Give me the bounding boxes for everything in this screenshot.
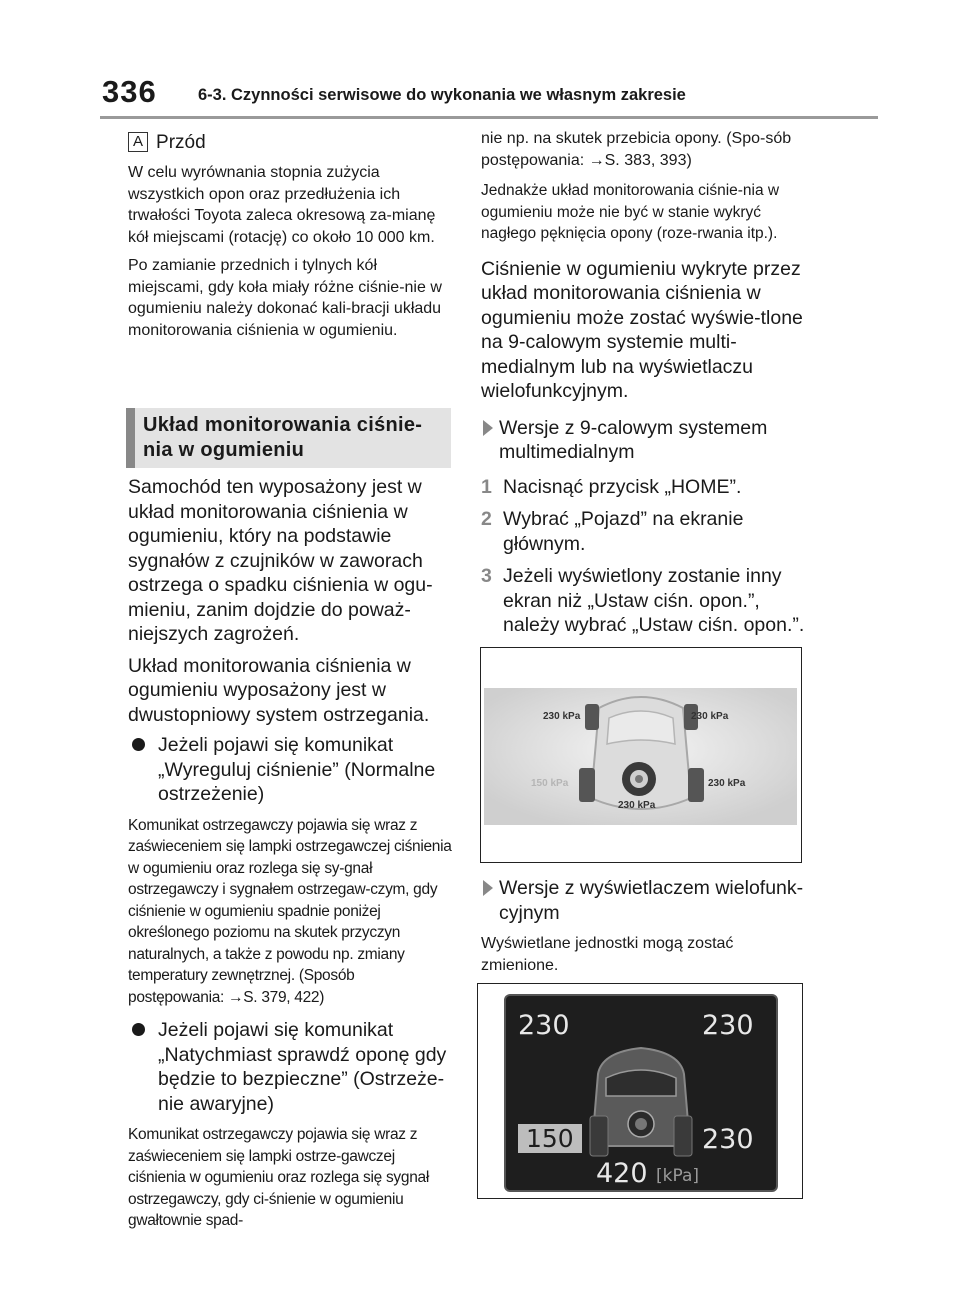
step-1 [481,475,807,500]
step-text: Jeżeli wyświetlony zostanie inny ekran niż „Ustaw ciśn. opon.”, należy wybrać „Ustaw ciśn. opon.”. [503,565,805,636]
heading-text [143,413,422,463]
step-2 [481,507,807,556]
triangle-bullet-icon [483,420,493,436]
triangle-bullet-icon [483,880,493,896]
bullet-dot-icon [132,1023,145,1036]
tpms-intro-paragraph: Samochód ten wyposażony jest w układ monitorowania ciśnienia w ogumieniu, który na podstawie sygnałów z czujników w zaworach ostrzega o spadku ciśnienia w ogu-mieniu, zanim dojdzie do poważ-niejszych zagrożeń. [128,476,433,645]
right-column [481,128,807,638]
left-body [128,475,452,1232]
bullet-dot-icon [132,738,145,751]
units-note: Wyświetlane jednostki mogą zostać zmienione. [481,935,734,974]
variant-mid-display [481,876,807,925]
step-text: Nacisnąć przycisk „HOME”. [503,475,742,498]
bullet-text: Jeżeli pojawi się komunikat „Natychmiast sprawdź oponę gdy będzie to bezpieczne” (Ostrzeże-nie awaryjne) [158,1019,447,1115]
rr-pressure-label: 230 kPa [708,778,746,789]
front-label-row [128,130,453,156]
figure-multimedia-screen [480,647,802,863]
page-number: 336 [102,74,157,109]
step-number: 3 [481,565,492,587]
rl-pressure-label: 150 kPa [531,778,569,789]
spare-pressure-value: 420 [596,1158,648,1189]
two-stage-paragraph: Układ monitorowania ciśnienia w ogumieniu wyposażony jest w dwustopniowy system ostrzegania. [128,654,430,726]
display-paragraph: Ciśnienie w ogumieniu wykryte przez układ monitorowania ciśnienia w ogumieniu może zostać wyświe-tlone na 9-calowym systemie multi-medialnym lub na wyświetlaczu wielofunkcyjnym. [481,257,803,402]
display-panel [504,994,778,1192]
header-rule [100,116,878,119]
figure-multi-info-display [477,983,803,1199]
section-title: 6-3. Czynności serwisowe do wykonania we własnym zakresie [198,86,686,104]
note-emergency-warning: Komunikat ostrzegawczy pojawia się wraz z zaświeceniem się lampki ostrze-gawczej ciśnienia w ogumieniu oraz rozlega się sygnał ostrzegawczy, gdy ci-śnienie w ogumieniu gwałtownie spad- [128,1126,429,1229]
spare-pressure-label: 230 kPa [618,800,656,811]
continuation-paragraph: nie np. na skutek przebicia opony. (Spo-sób postępowania: →S. 383, 393) [481,130,792,169]
bullet-emergency-warning [128,1018,452,1116]
step-number: 1 [481,475,492,498]
left-column [128,130,453,341]
bullet-normal-warning [128,733,452,807]
fl-pressure-value: 230 [518,1010,570,1041]
rotation-paragraph: W celu wyrównania stopnia zużycia wszystkich opon oraz przedłużenia ich trwałości Toyota zaleca okresową za-mianę kół miejscami (rotację) co około 10 000 km. [128,164,436,246]
variant-text: Wersje z wyświetlaczem wielofunk-cyjnym [499,877,804,924]
right-column-lower [481,876,807,976]
heading-line-2: nia w ogumieniu [143,439,305,461]
fr-pressure-value: 230 [702,1010,754,1041]
section-heading [126,408,451,468]
fr-pressure-label: 230 kPa [691,711,729,722]
rl-pressure-value-warning: 150 [518,1124,582,1153]
calibration-paragraph: Po zamianie przednich i tylnych kół miejscami, gdy koła miały różne ciśnie-nie w ogumieniu należy dokonać kali-bracji układu monitorowania ciśnienia w ogumieniu. [128,257,442,339]
heading-accent-bar [126,408,135,468]
rr-pressure-value: 230 [702,1124,754,1155]
variant-text: Wersje z 9-calowym systemem multimedialnym [499,416,768,463]
pressure-unit-label: [kPa] [656,1166,700,1186]
note-normal-warning: Komunikat ostrzegawczy pojawia się wraz z zaświeceniem się lampki ostrzegawczej ciśnienia w ogumieniu oraz rozlega się sy-gnał ostrzegawczy i sygnałem ostrzegaw-czym, gdy ciśnienie w ogumieniu spadnie poniżej określonego poziomu na skutek przyczyn naturalnych, a także z powodu np. zmiany temperatury zewnętrznej. (Sposób postępowania: →S. 379, 422) [128,816,452,1006]
car-topview-illustration [481,648,801,862]
variant-multimedia [481,416,807,465]
heading-line-1: Układ monitorowania ciśnie- [143,414,423,436]
step-text: Wybrać „Pojazd” na ekranie głównym. [503,508,744,555]
limitation-paragraph: Jednakże układ monitorowania ciśnie-nia w ogumieniu może nie być w stanie wykryć nagłego pęknięcia opony (roze-rwania itp.). [481,182,780,242]
step-3 [481,564,807,638]
front-label: Przód [156,132,206,153]
fl-pressure-label: 230 kPa [543,711,581,722]
step-number: 2 [481,508,492,530]
label-a-badge: A [128,132,148,152]
bullet-text: Jeżeli pojawi się komunikat „Wyreguluj ciśnienie” (Normalne ostrzeżenie) [158,734,436,805]
